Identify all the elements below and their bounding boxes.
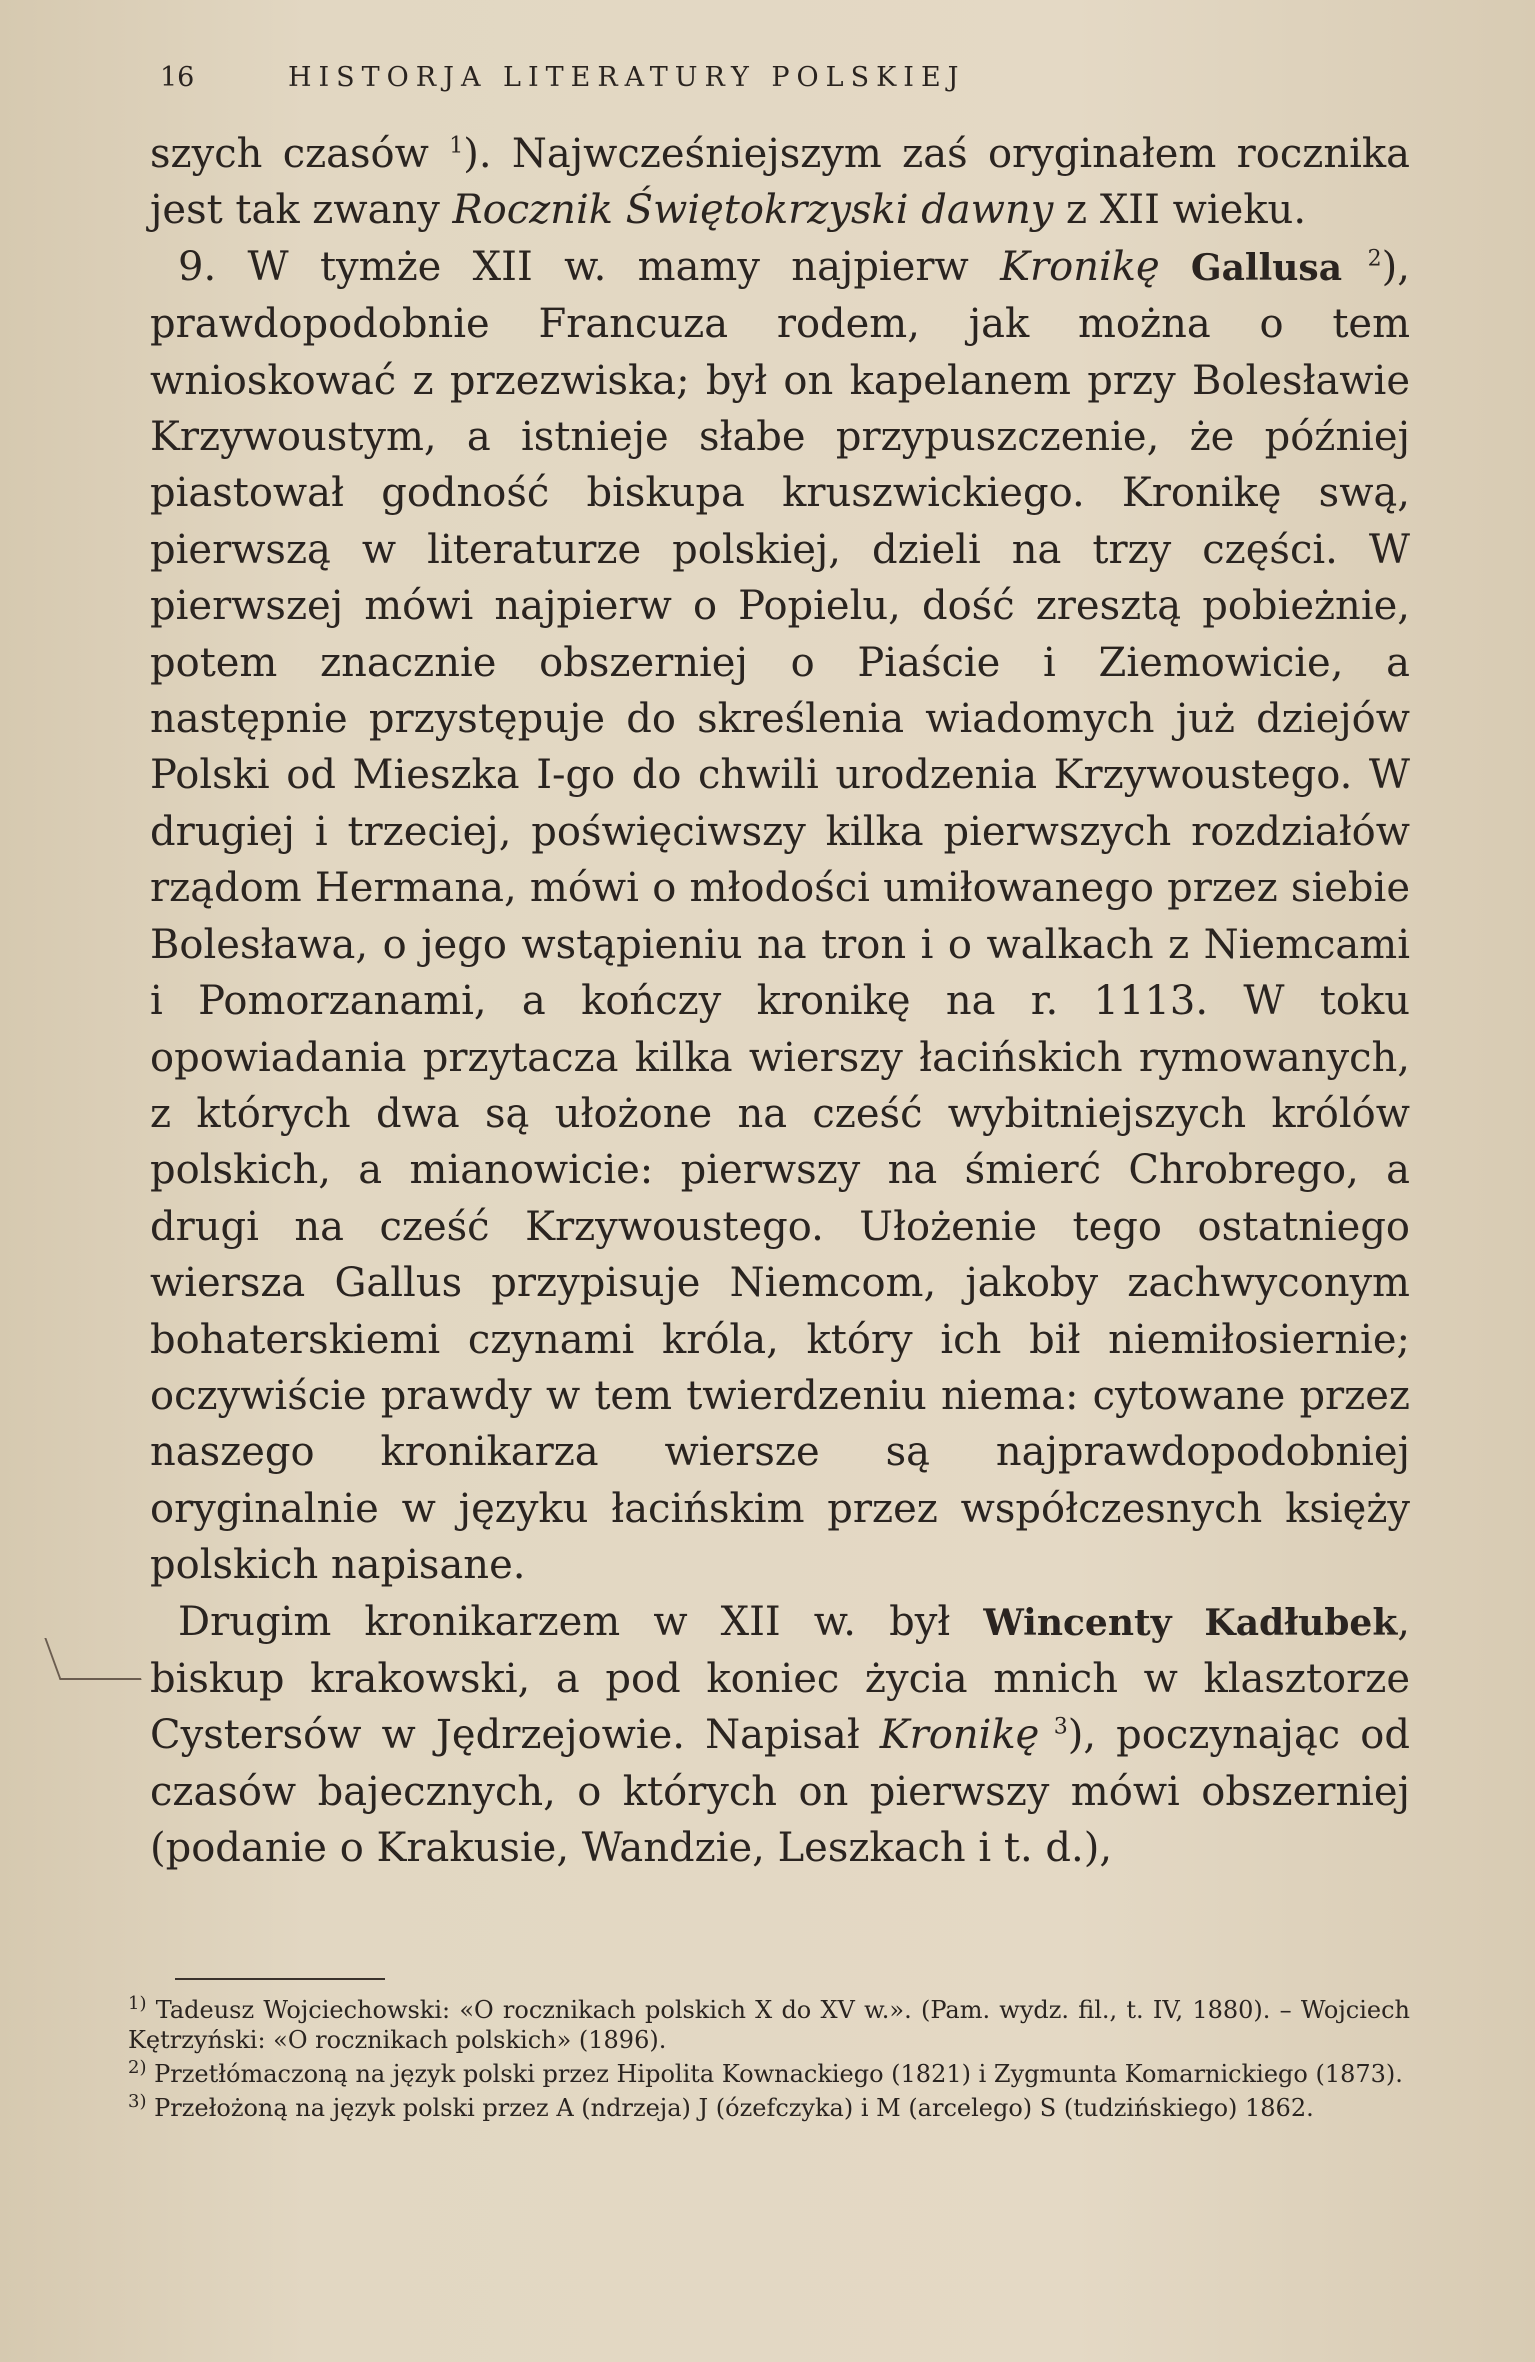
work-title-kronika-2: Kronikę (879, 1712, 1040, 1759)
footnote-number: 1) (128, 1993, 147, 2014)
main-text (150, 126, 1410, 1877)
work-title-rocznik: Rocznik Świętokrzyski dawny (452, 187, 1054, 234)
footnote-text: Przetłómaczoną na język polski przez Hipolita Kownackiego (1821) i Zygmunta Komarnickiego (1873). (146, 2060, 1403, 2088)
text-run: , biskup krakowski, a pod koniec życia mnich w klasztorze Cystersów w Jędrzejowie. Napisał (150, 1598, 1410, 1759)
footnote-rule (175, 1978, 385, 1980)
footnote-text: Przełożoną na język polski przez A (ndrzeja) J (ózefczyka) i M (arcelego) S (tudzińskiego) 1862. (146, 2094, 1314, 2122)
text-run: ). Najwcześniejszym zaś oryginałem rocznika jest tak zwany (150, 131, 1411, 234)
text-run: ), prawdopodobnie Francuza rodem, jak można o tem wnioskować z przezwiska; był on kapelanem przy Bolesławie Krzywoustym, a istnieje słabe przypuszczenie, że później piastował godność biskupa kruszwickiego. Kronikę swą, pierwszą w literaturze polskiej, dzieli na trzy części. W pierwszej mówi najpierw o Popielu, dość zresztą pobieżnie, potem znacznie obszerniej o Piaście i Ziemowicie, a następnie przystępuje do skreślenia wiadomych już dziejów Polski od Mieszka I-go do chwili urodzenia Krzywoustego. W drugiej i trzeciej, poświęciwszy kilka pierwszych rozdziałów rządom Hermana, mówi o młodości umiłowanego przez siebie Bolesława, o jego wstąpieniu na tron i o walkach z Niemcami i Pomorzanami, a kończy kronikę na r. 1113. W toku opowiadania przytacza kilka wierszy łacińskich rymowanych, z których dwa są ułożone na cześć wybitniejszych królów polskich, a mianowicie: pierwszy na śmierć Chrobrego, a drugi na cześć Krzywoustego. Ułożenie tego ostatniego wiersza Gallus przypisuje Niemcom, jakoby zachwyconym bohaterskiemi czynami króla, który ich bił niemiłosiernie; oczywiście prawdy w tem twierdzeniu niema: cytowane przez naszego kronikarza wiersze są najprawdopodobniej oryginalnie w języku łacińskim przez współczesnych księży polskich napisane. (150, 243, 1410, 1589)
footnote-ref-2: 2 (1342, 246, 1382, 272)
footnote-2 (128, 2059, 1410, 2089)
text-run: ), poczynając od czasów bajecznych, o których on pierwszy mówi obszerniej (podanie o Krakusie, Wandzie, Leszkach i t. d.), (150, 1712, 1410, 1872)
footnote-ref-1: 1 (449, 133, 464, 159)
page-number: 16 (160, 62, 195, 93)
work-title-kronika: Kronikę (1000, 243, 1160, 290)
running-title: HISTORJA LITERATURY POLSKIEJ (287, 62, 966, 93)
footnote-3 (128, 2093, 1410, 2123)
paragraph-3 (150, 1594, 1410, 1877)
footnotes (128, 1995, 1410, 2127)
margin-pencil-mark (44, 1638, 141, 1680)
footnote-ref-3: 3 (1039, 1715, 1068, 1741)
footnote-number: 3) (128, 2091, 147, 2112)
footnote-text: Tadeusz Wojciechowski: «O rocznikach polskich X do XV w.». (Pam. wydz. fil., t. IV, 1880). – Wojciech Kętrzyński: «O rocznikach polskich» (1896). (128, 1996, 1410, 2054)
paragraph-2 (150, 239, 1410, 1594)
text-run: z XII wieku. (1053, 187, 1307, 234)
footnote-number: 2) (128, 2057, 147, 2078)
author-name-kadlubek: Wincenty Kadłubek (983, 1601, 1398, 1644)
text-run: 9. W tymże XII w. mamy najpierw (178, 243, 1001, 290)
paragraph-1 (150, 126, 1410, 239)
footnote-1 (128, 1995, 1410, 2055)
text-run: Drugim kronikarzem w XII w. był (178, 1598, 984, 1645)
author-name-gallus: Gallusa (1159, 246, 1343, 289)
text-run: szych czasów (150, 131, 450, 177)
page-header (160, 62, 1400, 93)
